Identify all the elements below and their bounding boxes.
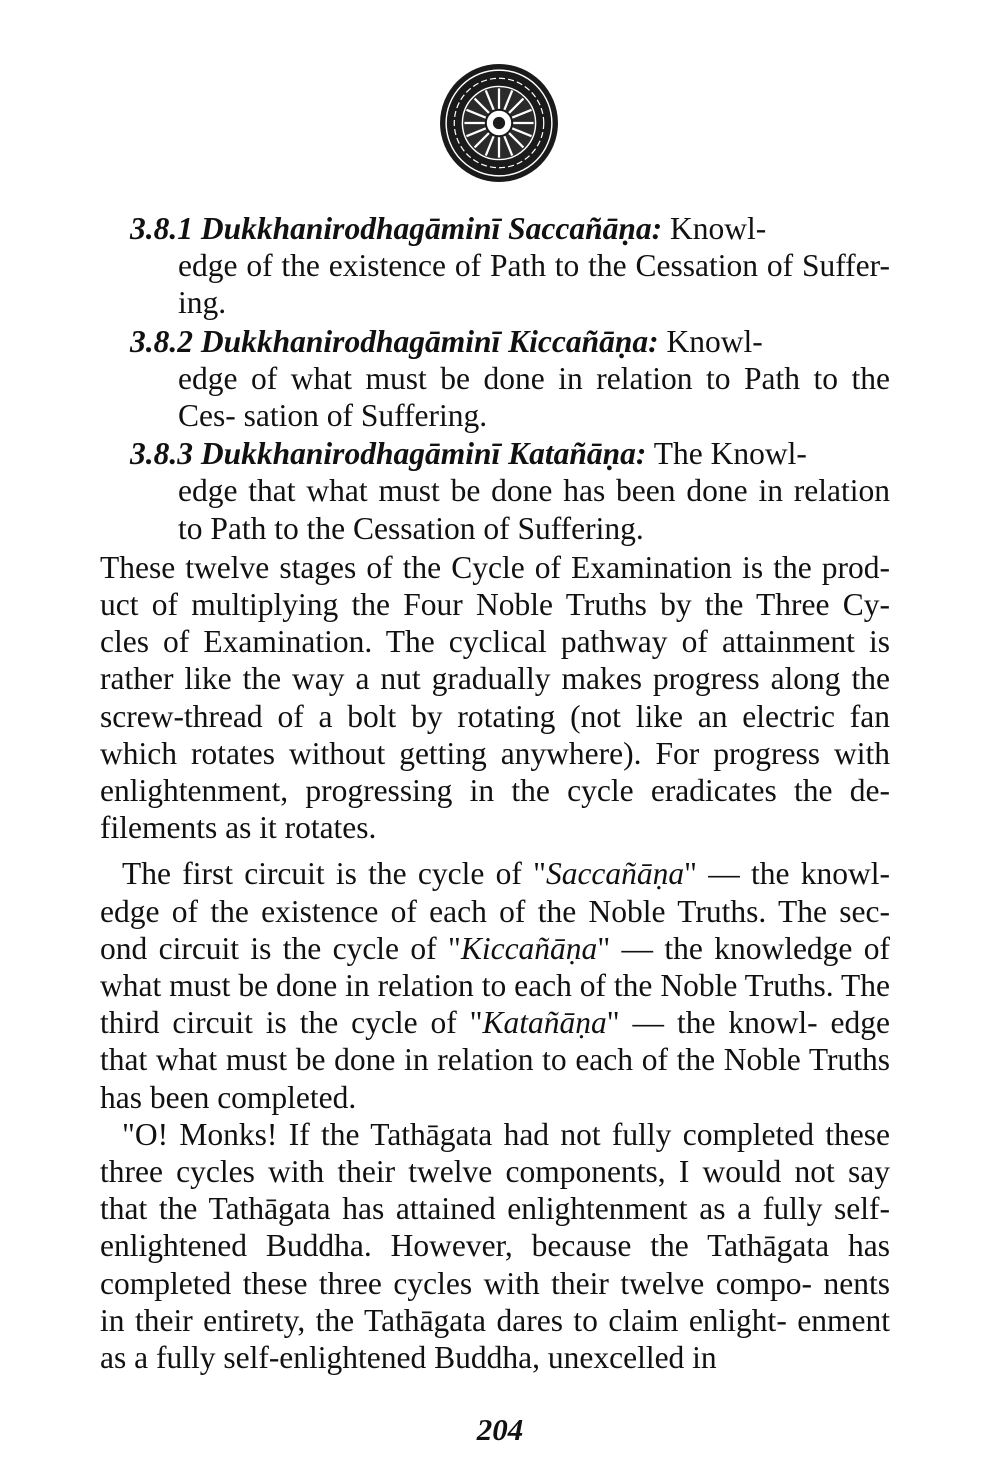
item-term: Dukkhanirodhagāminī Katañāṇa: <box>200 436 647 472</box>
item-text-rest: edge that what must be done has been done in relation to Path to the Cessation of Suffering. <box>178 473 890 546</box>
item-text-first: Knowl- <box>670 211 767 246</box>
page-body <box>100 210 890 1376</box>
circuits-text-1: The first circuit is the cycle of " <box>122 856 546 892</box>
item-term: Dukkhanirodhagāminī Saccañāṇa: <box>200 211 663 246</box>
term-kiccanana: Kiccañāṇa <box>460 930 598 966</box>
circuits-text-3: " — the knowledge of what must be done in relation to each of the Noble Truths. The third circuit is the cycle of " <box>100 930 890 1041</box>
list-item <box>100 210 890 322</box>
page-number: 204 <box>476 1412 524 1447</box>
list-item <box>100 323 890 435</box>
paragraph-cycle-stages: These twelve stages of the Cycle of Examination is the prod- uct of multiplying the Four Noble Truths by the Three Cy- cles of Examination. The cyclical pathway of attainment is rather like the way a nut gradually makes progress along the screw-thread of a bolt by rotating (not like an electric fan which rotates without getting anywhere). For progress with enlightenment, progressing in the cycle eradicates the de- filements as it rotates. <box>100 549 890 846</box>
circuits-text-2: " — the knowl- edge of the existence of each of the Noble Truths. The sec- ond circuit is the cycle of " <box>100 856 890 966</box>
list-item <box>100 435 890 547</box>
item-text-first: The Knowl- <box>653 436 807 472</box>
term-saccanana: Saccañāṇa <box>545 856 685 892</box>
term-katanana: Katañāṇa <box>482 1005 607 1041</box>
paragraph-quote: "O! Monks! If the Tathāgata had not fully completed these three cycles with their twelve components, I would not say that the Tathāgata has attained enlightenment as a fully self-enlightened Buddha. However, because the Tathāgata has completed these three cycles with their twelve compo- nents in their entirety, the Tathāgata dares to claim enlight- enment as a fully self-enlightened Buddha, unexcelled in <box>100 1116 890 1376</box>
item-text-first: Knowl- <box>666 323 763 359</box>
circuits-text-4: " — the knowl- edge that what must be done in relation to each of the Noble Truths has been completed. <box>100 1005 890 1115</box>
item-number: 3.8.1 <box>130 211 193 246</box>
dharma-wheel-icon <box>438 62 560 184</box>
paragraph-circuits <box>100 855 890 1115</box>
item-term: Dukkhanirodhagāminī Kiccañāṇa: <box>200 323 659 359</box>
item-number: 3.8.3 <box>130 436 193 472</box>
item-number: 3.8.2 <box>130 323 193 359</box>
item-text-rest: edge of what must be done in relation to Path to the Ces- sation of Suffering. <box>178 360 890 434</box>
item-text-rest: edge of the existence of Path to the Cessation of Suffer- ing. <box>178 248 890 321</box>
